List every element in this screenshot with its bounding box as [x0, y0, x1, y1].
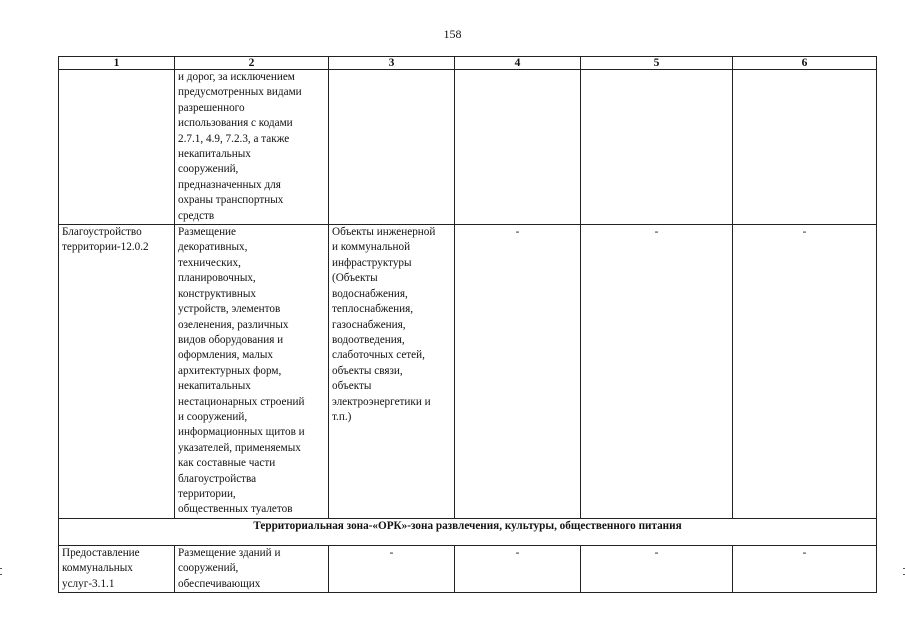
- scan-edge-mark: [0, 574, 2, 575]
- table-cell: [329, 70, 455, 225]
- table-row-blagoustroystvo: [59, 225, 877, 519]
- column-header-1: 1: [59, 57, 175, 70]
- table-cell: -: [733, 545, 877, 592]
- table-cell: [581, 70, 733, 225]
- table-cell: Размещение декоративных, технических, планировочных, конструктивных устройств, элементов озеленения, различных видов оборудования и оформления, малых архитектурных форм, некапитальных нестационарных строений и сооружений, информационных щитов и указателей, применяемых как составные части благоустройства территории, общественных туалетов: [175, 225, 329, 519]
- table-cell: [59, 70, 175, 225]
- column-header-3: 3: [329, 57, 455, 70]
- table-cell: и дорог, за исключением предусмотренных видами разрешенного использования с кодами 2.7.1, 4.9, 7.2.3, а также некапитальных сооружений, предназначенных для охраны транспортных средств: [175, 70, 329, 225]
- column-header-2: 2: [175, 57, 329, 70]
- column-header-4: 4: [455, 57, 581, 70]
- table-cell: -: [329, 545, 455, 592]
- table-row-continuation: [59, 70, 877, 225]
- column-header-5: 5: [581, 57, 733, 70]
- scan-edge-mark: [0, 568, 2, 569]
- table-cell: -: [733, 225, 877, 519]
- table-cell: [455, 70, 581, 225]
- table-cell: Предоставление коммунальных услуг-3.1.1: [59, 545, 175, 592]
- header-row: [59, 57, 877, 70]
- table-cell: -: [581, 225, 733, 519]
- table-cell: -: [455, 545, 581, 592]
- table-cell: -: [455, 225, 581, 519]
- table-cell: Объекты инженерной и коммунальной инфраструктуры (Объекты водоснабжения, теплоснабжения, газоснабжения, водоотведения, слаботочных сетей, объекты связи, объекты электроэнергетики и т.п.): [329, 225, 455, 519]
- zone-heading-row: [59, 518, 877, 545]
- zone-heading: Территориальная зона-«ОРК»-зона развлечения, культуры, общественного питания: [59, 518, 877, 545]
- table-row-kommunalnye: [59, 545, 877, 592]
- table-cell: Благоустройство территории-12.0.2: [59, 225, 175, 519]
- table-cell: Размещение зданий и сооружений, обеспечивающих: [175, 545, 329, 592]
- column-header-6: 6: [733, 57, 877, 70]
- regulations-table: [58, 56, 877, 593]
- page-number: 158: [443, 27, 462, 41]
- table-cell: -: [581, 545, 733, 592]
- table-cell: [733, 70, 877, 225]
